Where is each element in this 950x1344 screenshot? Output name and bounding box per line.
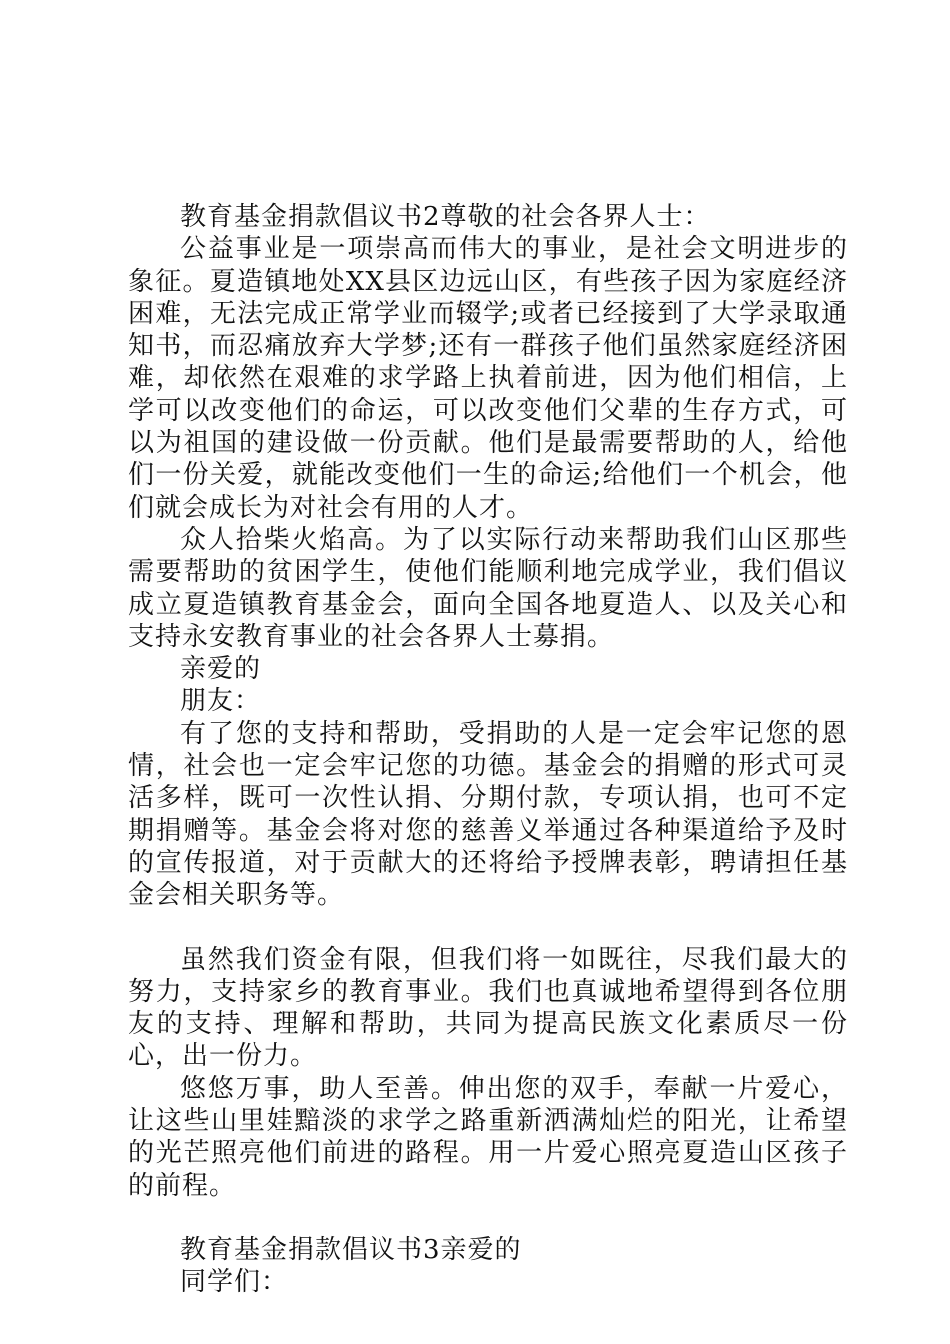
- salutation-line: 亲爱的: [180, 654, 262, 685]
- section-heading: 教育基金捐款倡议书3亲爱的: [180, 1234, 522, 1265]
- document-body: [128, 201, 848, 1299]
- body-paragraph: 公益事业是一项崇高而伟大的事业，是社会文明进步的象征。夏造镇地处XX县区边远山区，有些孩子因为家庭经济困难，无法完成正常学业而辍学;或者已经接到了大学录取通知书，而忍痛放弃大学梦;还有一群孩子他们虽然家庭经济困难，却依然在艰难的求学路上执着前进，因为他们相信，上学可以改变他们的命运，可以改变他们父辈的生存方式，可以为祖国的建设做一份贡献。他们是最需要帮助的人，给他们一份关爱，就能改变他们一生的命运;给他们一个机会，他们就会成长为对社会有用的人才。: [128, 234, 848, 523]
- section-heading: 教育基金捐款倡议书2尊敬的社会各界人士：: [180, 202, 711, 232]
- salutation-line: 同学们：: [180, 1267, 289, 1298]
- body-paragraph: 众人拾柴火焰高。为了以实际行动来帮助我们山区那些需要帮助的贫困学生，使他们能顺利地完成学业，我们倡议成立夏造镇教育基金会，面向全国各地夏造人、以及关心和支持永安教育事业的社会各界人士募捐。: [128, 524, 848, 652]
- body-paragraph: 虽然我们资金有限，但我们将一如既往，尽我们最大的努力，支持家乡的教育事业。我们也真诚地希望得到各位朋友的支持、理解和帮助，共同为提高民族文化素质尽一份心，出一份力。: [128, 944, 848, 1072]
- body-paragraph: 有了您的支持和帮助，受捐助的人是一定会牢记您的恩情，社会也一定会牢记您的功德。基金会的捐赠的形式可灵活多样，既可一次性认捐、分期付款，专项认捐，也可不定期捐赠等。基金会将对您的慈善义举通过各种渠道给予及时的宣传报道，对于贡献大的还将给予授牌表彰，聘请担任基金会相关职务等。: [128, 718, 848, 911]
- salutation-line: 朋友：: [180, 686, 262, 717]
- body-paragraph: 悠悠万事，助人至善。伸出您的双手，奉献一片爱心，让这些山里娃黯淡的求学之路重新洒满灿烂的阳光，让希望的光芒照亮他们前进的路程。用一片爱心照亮夏造山区孩子的前程。: [128, 1073, 848, 1201]
